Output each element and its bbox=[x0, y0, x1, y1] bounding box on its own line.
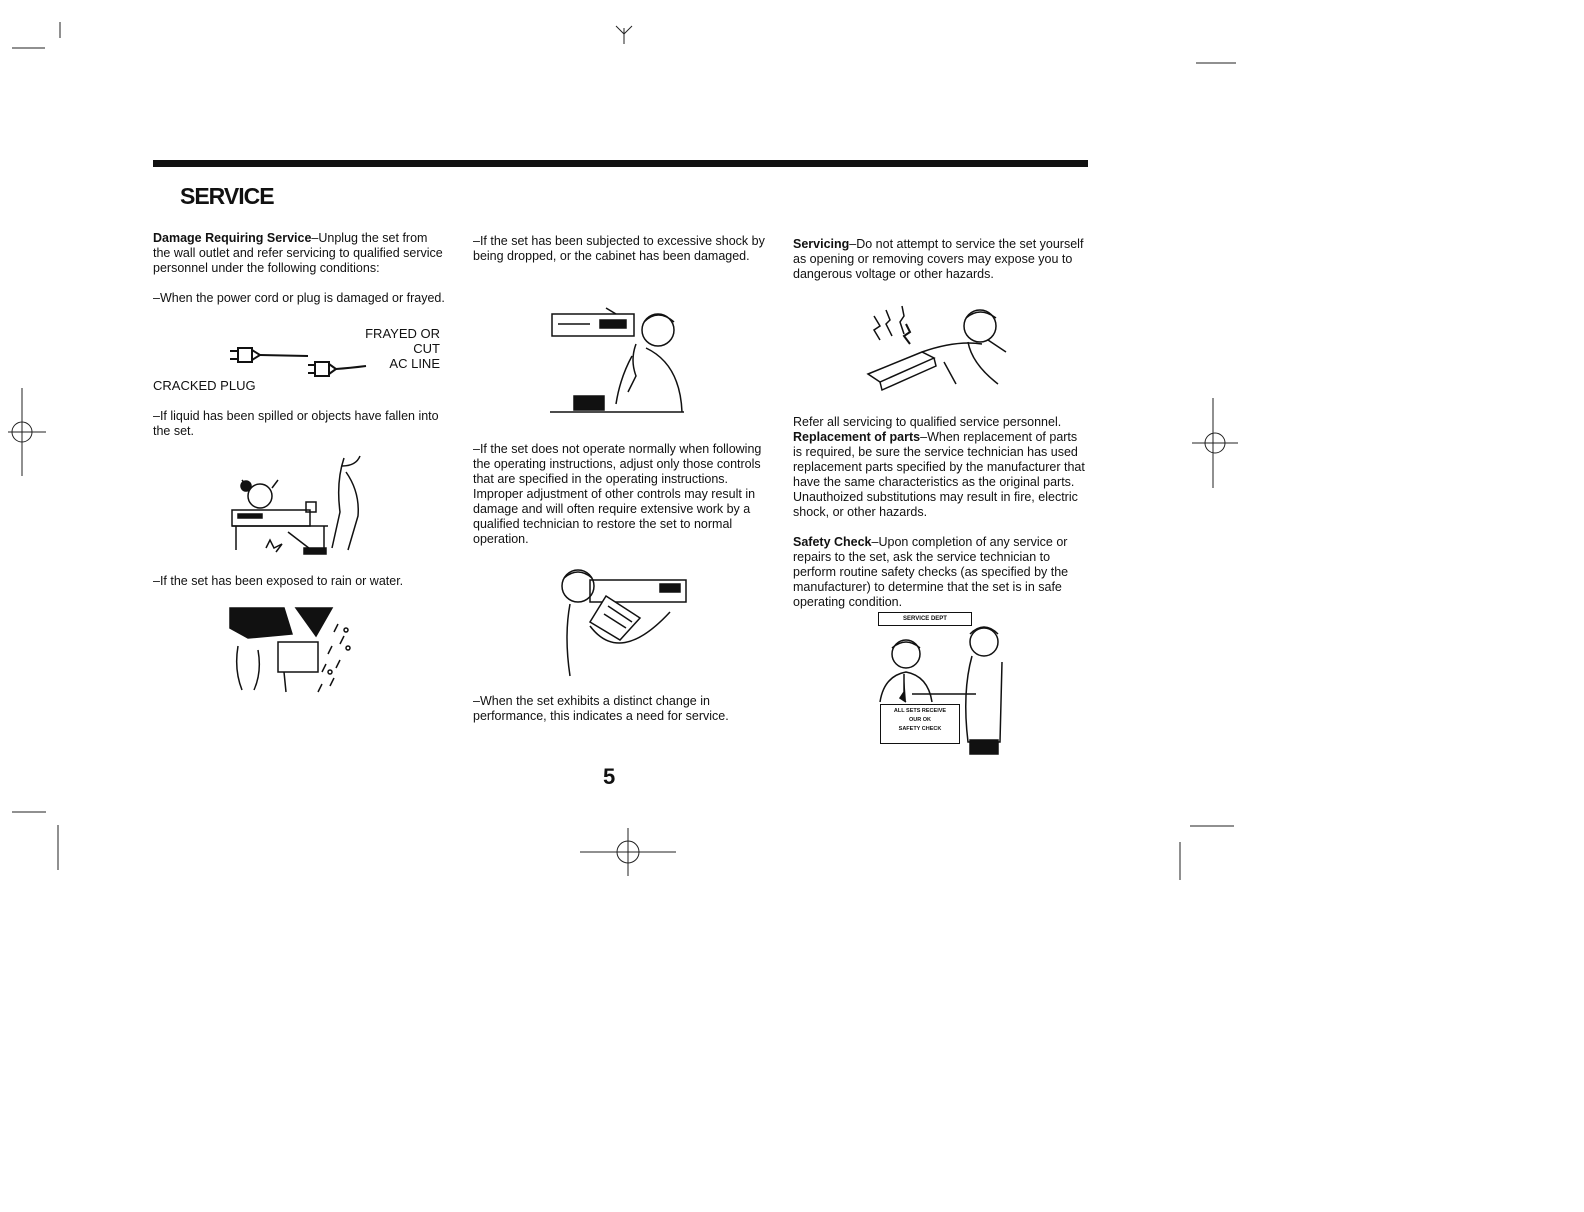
damage-paragraph bbox=[153, 231, 448, 276]
page-title: SERVICE bbox=[180, 183, 274, 209]
spill-illustration bbox=[228, 452, 378, 562]
column-3-middle bbox=[793, 415, 1088, 610]
rain-illustration bbox=[228, 606, 368, 698]
column-2-middle bbox=[473, 442, 768, 547]
safety-sign-line-1: ALL SETS RECEIVE bbox=[893, 708, 947, 714]
column-3-top bbox=[793, 237, 1088, 282]
frayed-label-line-2: AC LINE bbox=[389, 356, 440, 371]
safety-sign-line-2: OUR OK bbox=[909, 717, 931, 723]
refer-text: Refer all servicing to qualified service personnel. bbox=[793, 415, 1062, 429]
safety-sign-line-3: SAFETY CHECK bbox=[898, 726, 942, 732]
rain-text: –If the set has been exposed to rain or water. bbox=[153, 574, 404, 588]
damaged-plug-illustration bbox=[230, 342, 370, 382]
column-1 bbox=[153, 231, 448, 306]
safety-paragraph bbox=[793, 535, 1088, 610]
service-dept-sign-text: SERVICE DEPT bbox=[903, 616, 947, 622]
voltage-hazard-illustration bbox=[862, 304, 1010, 396]
service-dept-sign bbox=[878, 612, 972, 626]
rain-text-block bbox=[153, 574, 448, 589]
operate-text: –If the set does not operate normally when following the operating instructions, adjust only those controls that are specified in the operating instructions. Improper adjustment of other controls may result in damage and will often require extensive work by a qualified technician to restore the set to normal operation. bbox=[473, 442, 762, 546]
header-rule bbox=[153, 160, 1088, 167]
column-2-top bbox=[473, 234, 768, 264]
servicing-paragraph bbox=[793, 237, 1088, 282]
frayed-label-line-1: FRAYED OR CUT bbox=[365, 326, 440, 356]
safety-check-sign bbox=[880, 704, 960, 744]
damage-text: –Unplug the set from the wall outlet and refer servicing to qualified service personnel under the following conditions: bbox=[153, 231, 443, 275]
dropped-set-illustration bbox=[550, 304, 690, 416]
liquid-text-block bbox=[153, 409, 448, 439]
safety-heading: Safety Check bbox=[793, 535, 872, 549]
servicing-heading: Servicing bbox=[793, 237, 850, 251]
safety-text: –Upon completion of any service or repairs to the set, ask the service technician to perform routine safety checks (as specified by the manufacturer) to determine that the set is in safe operating condition. bbox=[793, 535, 1069, 609]
page-number: 5 bbox=[603, 764, 616, 789]
adjust-controls-illustration bbox=[550, 566, 694, 678]
power-cord-text: –When the power cord or plug is damaged or frayed. bbox=[153, 291, 445, 305]
replacement-heading: Replacement of parts bbox=[793, 430, 921, 444]
safety-check-illustration bbox=[876, 612, 1008, 756]
column-2-bottom bbox=[473, 694, 768, 724]
change-text: –When the set exhibits a distinct change in performance, this indicates a need for service. bbox=[473, 694, 729, 723]
liquid-text: –If liquid has been spilled or objects have fallen into the set. bbox=[153, 409, 439, 438]
shock-text: –If the set has been subjected to excessive shock by being dropped, or the cabinet has been damaged. bbox=[473, 234, 765, 263]
replacement-text: –When replacement of parts is required, be sure the service technician has used replacement parts specified by the manufacturer that have the same characteristics as the original parts. Unauthoized substitutions may result in fire, electric shock, or other hazards. bbox=[793, 430, 1085, 519]
servicing-text: –Do not attempt to service the set yourself as opening or removing covers may expose you to dangerous voltage or other hazards. bbox=[793, 237, 1084, 281]
replacement-paragraph bbox=[793, 430, 1088, 520]
damage-heading: Damage Requiring Service bbox=[153, 231, 312, 245]
cracked-label: CRACKED PLUG bbox=[153, 378, 256, 393]
